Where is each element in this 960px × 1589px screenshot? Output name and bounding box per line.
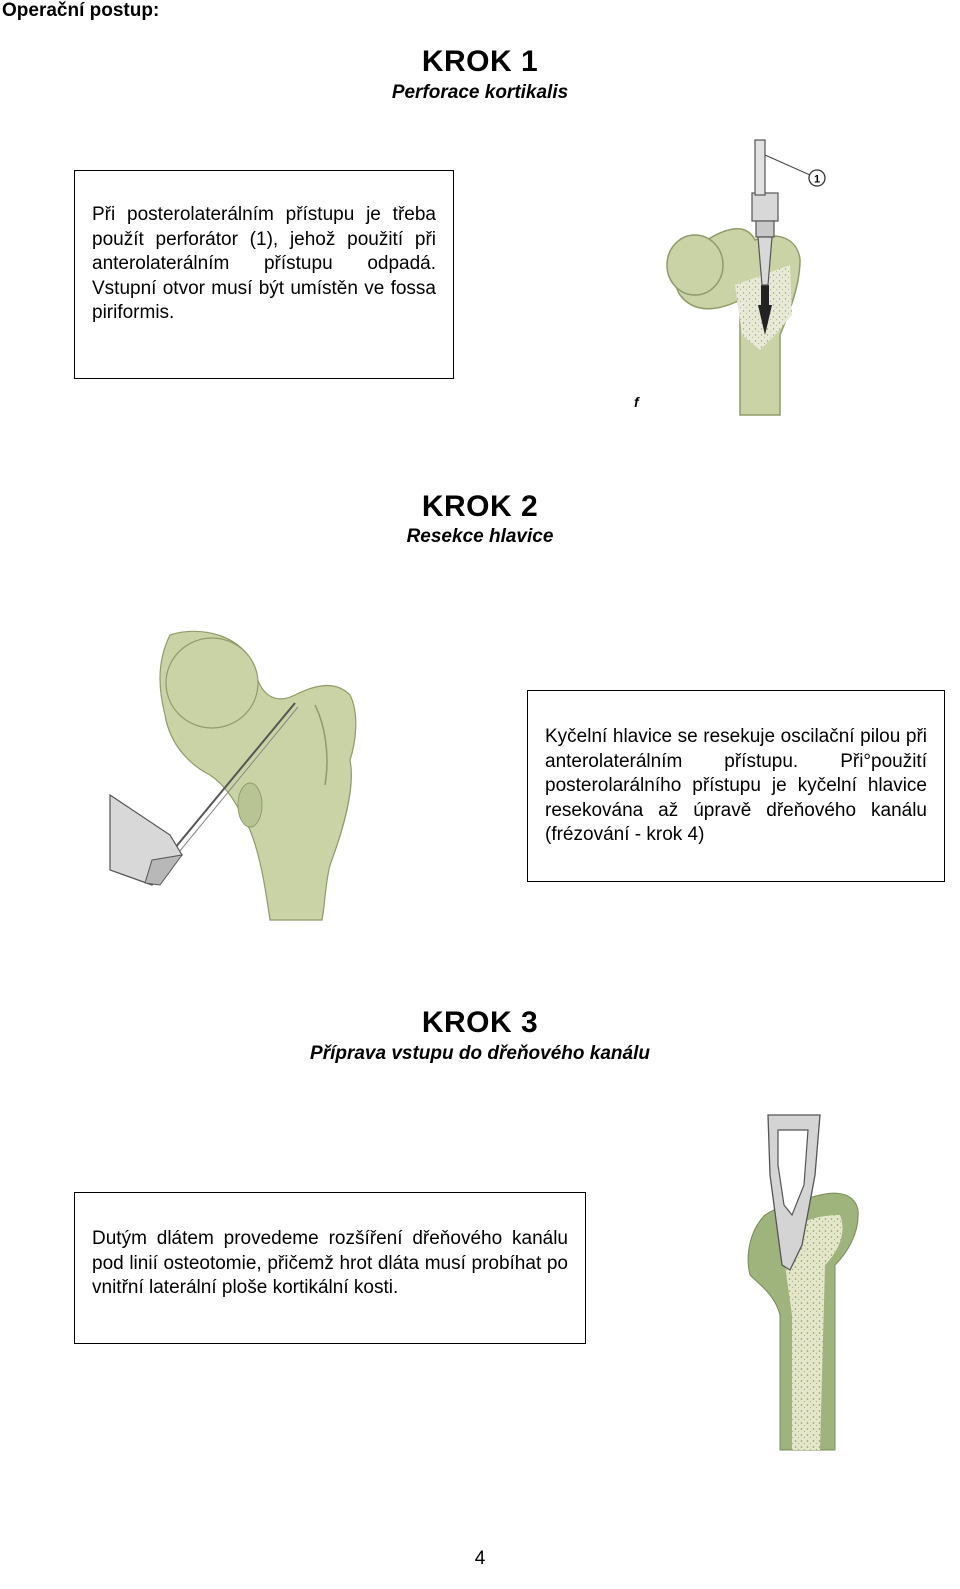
step-3-subtitle: Příprava vstupu do dřeňového kanálu bbox=[310, 1043, 650, 1064]
step-1-subtitle: Perforace kortikalis bbox=[391, 82, 569, 103]
step-2-subtitle: Resekce hlavice bbox=[406, 526, 554, 547]
callout-label: 1 bbox=[813, 173, 821, 186]
section-heading: Operační postup: bbox=[2, 0, 160, 21]
step-1-textbox bbox=[74, 170, 454, 379]
femur-chisel-illustration bbox=[740, 1115, 870, 1450]
step-3-title: KROK 3 bbox=[421, 1006, 539, 1039]
stray-mark: f bbox=[634, 394, 639, 410]
femur-resection-illustration bbox=[110, 625, 380, 920]
step-1-title: KROK 1 bbox=[421, 45, 539, 78]
step-1-text: Při posterolaterálním přístupu je třeba použít perforátor (1), jehož použití při anterolaterálním přístupu odpadá. Vstupní otvor musí být umístěn ve fossa piriformis. bbox=[92, 204, 436, 323]
step-2-title: KROK 2 bbox=[421, 490, 539, 523]
step-3-textbox bbox=[74, 1192, 586, 1344]
femur-perforator-illustration bbox=[640, 135, 840, 420]
step-2-textbox bbox=[527, 690, 945, 882]
page-number: 4 bbox=[474, 1548, 486, 1569]
step-2-text: Kyčelní hlavice se resekuje oscilační pilou při anterolaterálním přístupu. Při°použití posterolarálního přístupu je kyčelní hlavice resekována až úpravě dřeňového kanálu (frézování - krok 4) bbox=[545, 726, 927, 845]
step-3-text: Dutým dlátem provedeme rozšíření dřeňového kanálu pod linií osteotomie, přičemž hrot dláta musí probíhat po vnitřní laterální ploše kortikální kosti. bbox=[92, 1228, 568, 1298]
